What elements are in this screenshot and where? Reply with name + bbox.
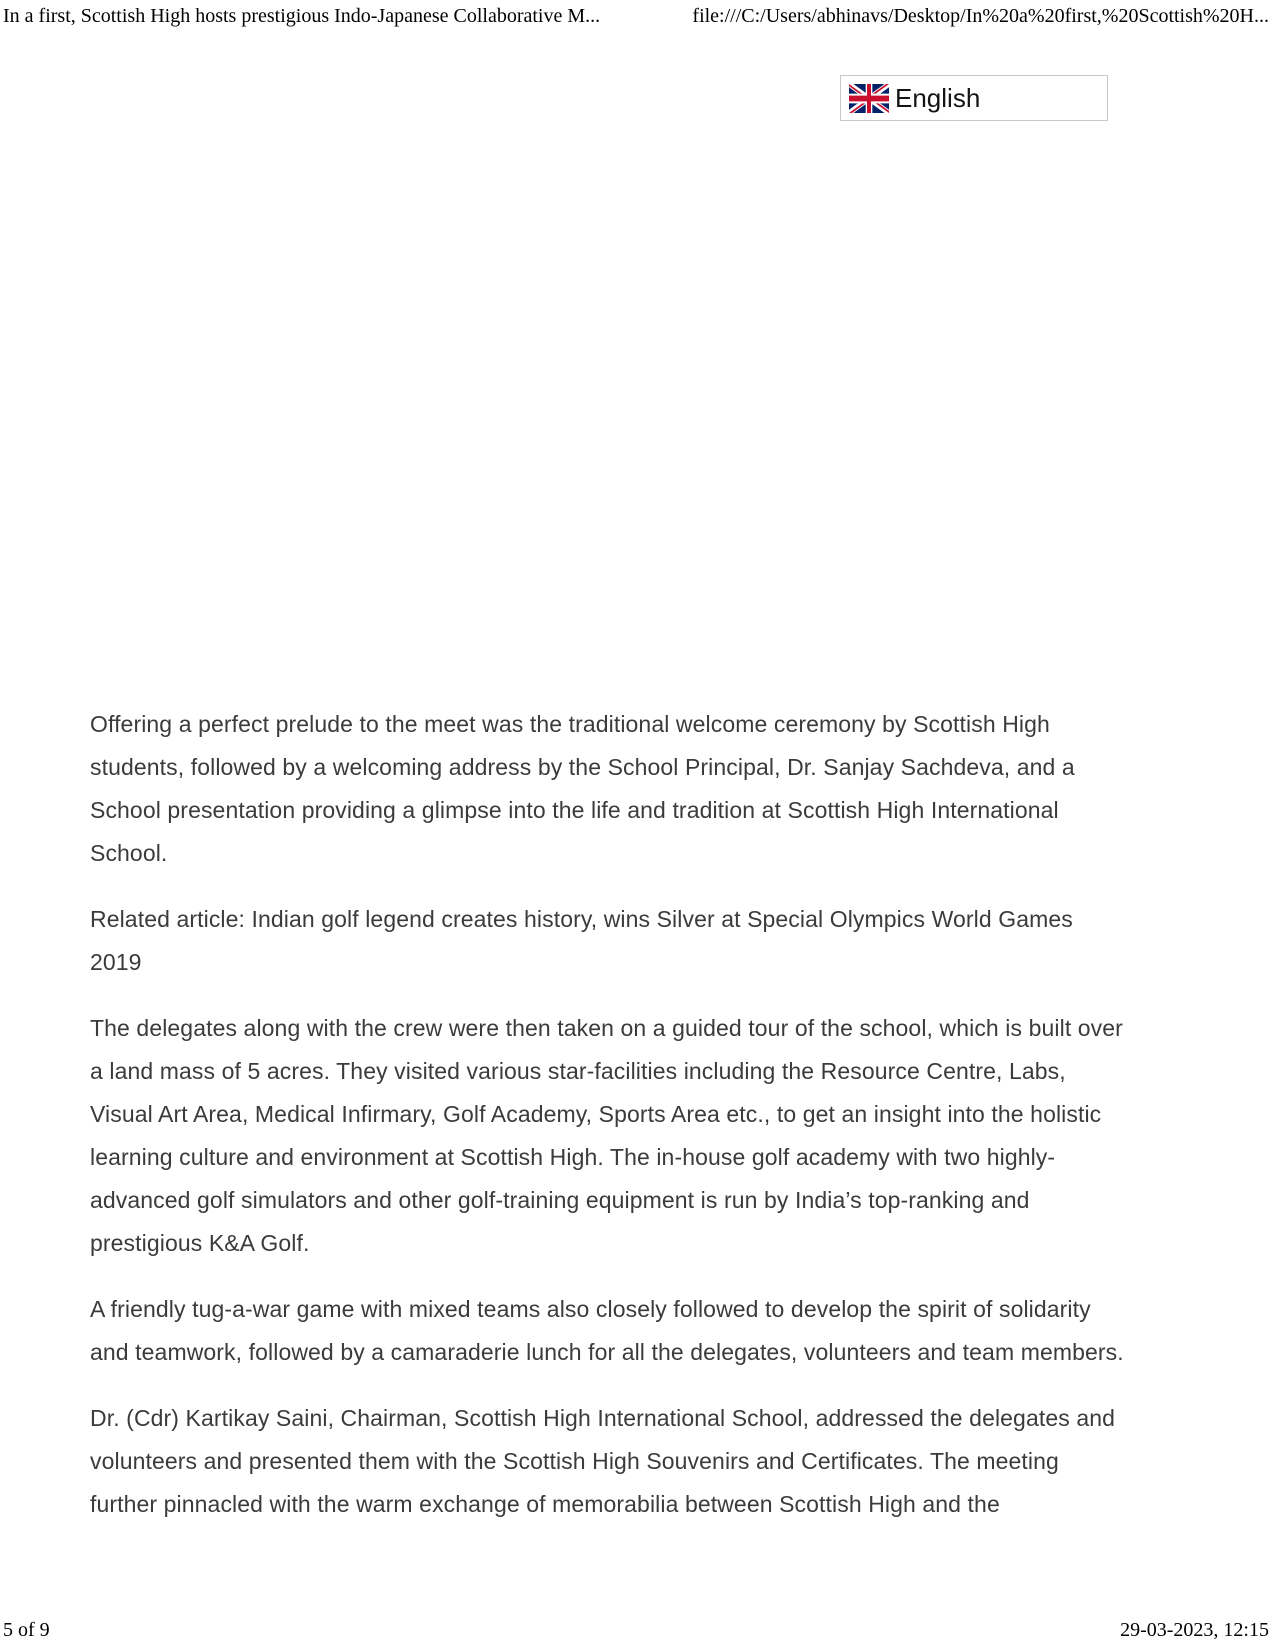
paragraph-welcome-ceremony: Offering a perfect prelude to the meet was the traditional welcome ceremony by Scottish High students, followed by a welcoming address by the School Principal, Dr. Sanjay Sachdeva, and a School presentation providing a glimpse into the life and tradition at Scottish High International School. (90, 711, 1075, 866)
print-timestamp: 29-03-2023, 12:15 (1120, 1619, 1269, 1641)
page-number: 5 of 9 (3, 1619, 50, 1641)
print-header-title: In a first, Scottish High hosts prestigious Indo-Japanese Collaborative M... (3, 5, 601, 27)
article-body (90, 703, 1125, 1549)
paragraph-guided-tour: The delegates along with the crew were then taken on a guided tour of the school, which is built over a land mass of 5 acres. They visited various star-facilities including the Resource Centre, Labs, Visual Art Area, Medical Infirmary, Golf Academy, Sports Area etc., to get an insight into the holistic learning culture and environment at Scottish High. The in-house golf academy with two highly-advanced golf simulators and other golf-training equipment is run by India’s top-ranking and prestigious K&A Golf. (90, 1015, 1123, 1256)
language-selector[interactable] (840, 75, 1108, 121)
paragraph-tug-a-war: A friendly tug-a-war game with mixed teams also closely followed to develop the spirit of solidarity and teamwork, followed by a camaraderie lunch for all the delegates, volunteers and team members. (90, 1296, 1124, 1365)
print-footer (3, 1619, 1269, 1642)
print-header (3, 5, 1269, 28)
paragraph-chairman-address: Dr. (Cdr) Kartikay Saini, Chairman, Scottish High International School, addressed the delegates and volunteers and presented them with the Scottish High Souvenirs and Certificates. The meeting further pinnacled with the warm exchange of memorabilia between Scottish High and the (90, 1405, 1115, 1517)
paragraph-related-article: Related article: Indian golf legend creates history, wins Silver at Special Olympics World Games 2019 (90, 906, 1073, 975)
print-header-url: file:///C:/Users/abhinavs/Desktop/In%20a%20first,%20Scottish%20H... (692, 5, 1269, 27)
uk-flag-icon (849, 84, 889, 113)
language-label: English (895, 82, 981, 113)
